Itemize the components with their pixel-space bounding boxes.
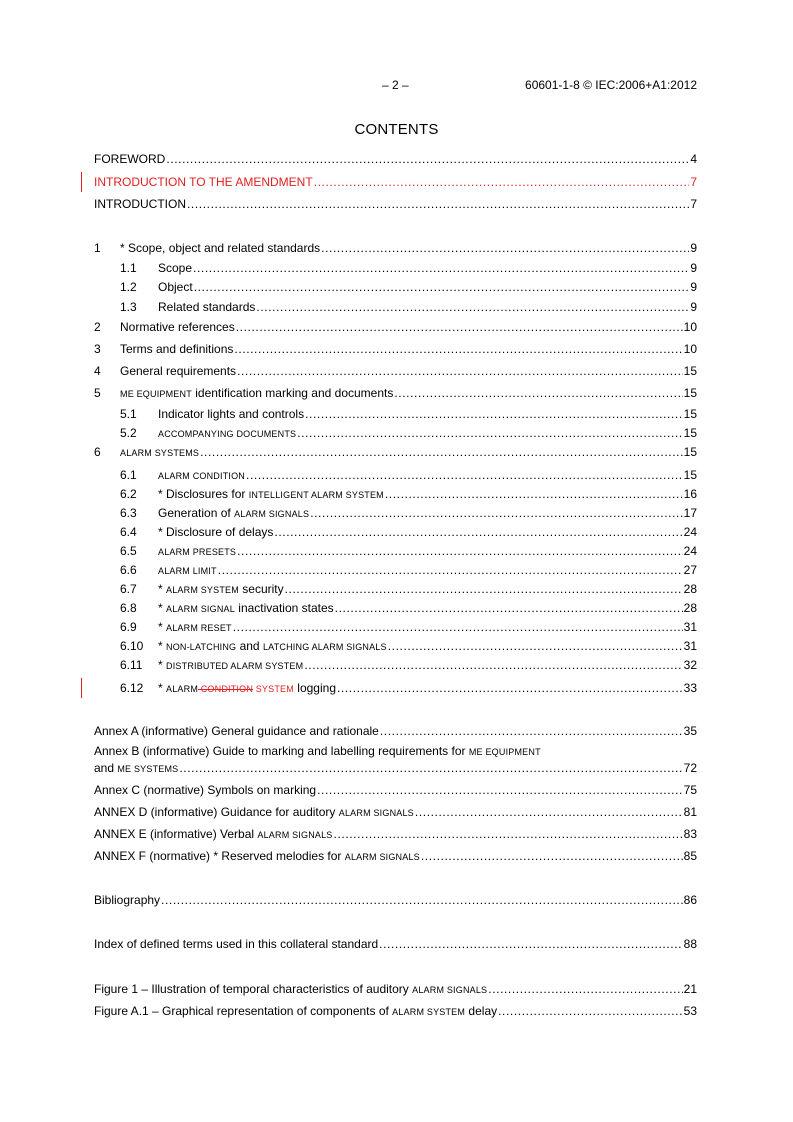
toc-entry-annex-c[interactable]: Annex C (normative) Symbols on marking ..... 75 [94, 783, 697, 798]
toc-entry-figure-a1[interactable]: Figure A.1 – Graphical representation of components of ALARM SYSTEM delay ..... 53 [94, 1004, 697, 1019]
toc-entry-annex-a[interactable]: Annex A (informative) General guidance and rationale ..... 35 [94, 724, 697, 739]
toc-entry-annex-e[interactable]: ANNEX E (informative) Verbal ALARM SIGNALS ..... 83 [94, 827, 697, 842]
change-bar-introduction [81, 172, 82, 192]
toc-entry-section-1[interactable]: 1 * Scope, object and related standards ..... 9 [94, 241, 697, 256]
toc-entry-index[interactable]: Index of defined terms used in this collateral standard ..... 88 [94, 937, 697, 952]
toc-entry-bibliography[interactable]: Bibliography ..... 86 [94, 893, 697, 908]
toc-entry-section-6-6[interactable]: 6.6 ALARM LIMIT ..... 27 [120, 563, 697, 578]
document-id: 60601-1-8 © IEC:2006+A1:2012 [525, 78, 697, 92]
toc-entry-section-1-2[interactable]: 1.2 Object ..... 9 [120, 280, 697, 295]
toc-entry-section-6-10[interactable]: 6.10 * NON-LATCHING and LATCHING ALARM SIGNALS ..... 31 [120, 639, 697, 654]
inserted-text: SYSTEM [253, 684, 294, 694]
toc-entry-section-6-1[interactable]: 6.1 ALARM CONDITION ..... 15 [120, 468, 697, 483]
toc-entry-section-4[interactable]: 4 General requirements ..... 15 [94, 364, 697, 379]
page-number: – 2 – [382, 78, 409, 92]
change-bar-6-12 [81, 678, 82, 698]
toc-entry-section-6[interactable]: 6 ALARM SYSTEMS ..... 15 [94, 445, 697, 460]
toc-entry-annex-f[interactable]: ANNEX F (normative) * Reserved melodies for ALARM SIGNALS ..... 85 [94, 849, 697, 864]
toc-entry-section-6-2[interactable]: 6.2 * Disclosures for INTELLIGENT ALARM SYSTEM ..... 16 [120, 487, 697, 502]
toc-entry-section-2[interactable]: 2 Normative references ..... 10 [94, 320, 697, 335]
toc-entry-section-5-2[interactable]: 5.2 ACCOMPANYING DOCUMENTS ..... 15 [120, 426, 697, 441]
toc-entry-annex-d[interactable]: ANNEX D (informative) Guidance for auditory ALARM SIGNALS ..... 81 [94, 805, 697, 820]
toc-entry-section-5-1[interactable]: 5.1 Indicator lights and controls ..... 15 [120, 407, 697, 422]
deleted-text: CONDITION [198, 684, 254, 694]
toc-entry-section-6-5[interactable]: 6.5 ALARM PRESETS ..... 24 [120, 544, 697, 559]
toc-entry-section-6-4[interactable]: 6.4 * Disclosure of delays ..... 24 [120, 525, 697, 540]
toc-entry-section-1-3[interactable]: 1.3 Related standards ..... 9 [120, 300, 697, 315]
toc-entry-section-5[interactable]: 5 ME EQUIPMENT identification marking and documents ..... 15 [94, 386, 697, 401]
toc-entry-annex-b[interactable]: and ME SYSTEMS ..... 72 [94, 761, 697, 776]
toc-entry-section-6-3[interactable]: 6.3 Generation of ALARM SIGNALS ..... 17 [120, 506, 697, 521]
toc-entry-section-6-12[interactable]: 6.12 * ALARM CONDITION SYSTEM logging ..... 33 [120, 681, 697, 696]
toc-entry-foreword[interactable]: FOREWORD ..... 4 [94, 152, 697, 167]
toc-entry-introduction-to-amendment[interactable]: INTRODUCTION TO THE AMENDMENT ..... 7 [94, 175, 697, 190]
toc-entry-section-1-1[interactable]: 1.1 Scope ..... 9 [120, 261, 697, 276]
toc-entry-section-6-11[interactable]: 6.11 * DISTRIBUTED ALARM SYSTEM ..... 32 [120, 658, 697, 673]
toc-entry-figure-1[interactable]: Figure 1 – Illustration of temporal characteristics of auditory ALARM SIGNALS ..... 21 [94, 982, 697, 997]
page-title: CONTENTS [354, 121, 439, 138]
toc-entry-annex-b-line1[interactable]: Annex B (informative) Guide to marking and labelling requirements for ME EQUIPMENT [94, 744, 541, 758]
toc-entry-section-6-9[interactable]: 6.9 * ALARM RESET ..... 31 [120, 620, 697, 635]
toc-entry-section-6-7[interactable]: 6.7 * ALARM SYSTEM security ..... 28 [120, 582, 697, 597]
toc-entry-introduction[interactable]: INTRODUCTION ..... 7 [94, 197, 697, 212]
toc-entry-section-3[interactable]: 3 Terms and definitions ..... 10 [94, 342, 697, 357]
page-header [94, 78, 697, 94]
toc-entry-section-6-8[interactable]: 6.8 * ALARM SIGNAL inactivation states ..... 28 [120, 601, 697, 616]
